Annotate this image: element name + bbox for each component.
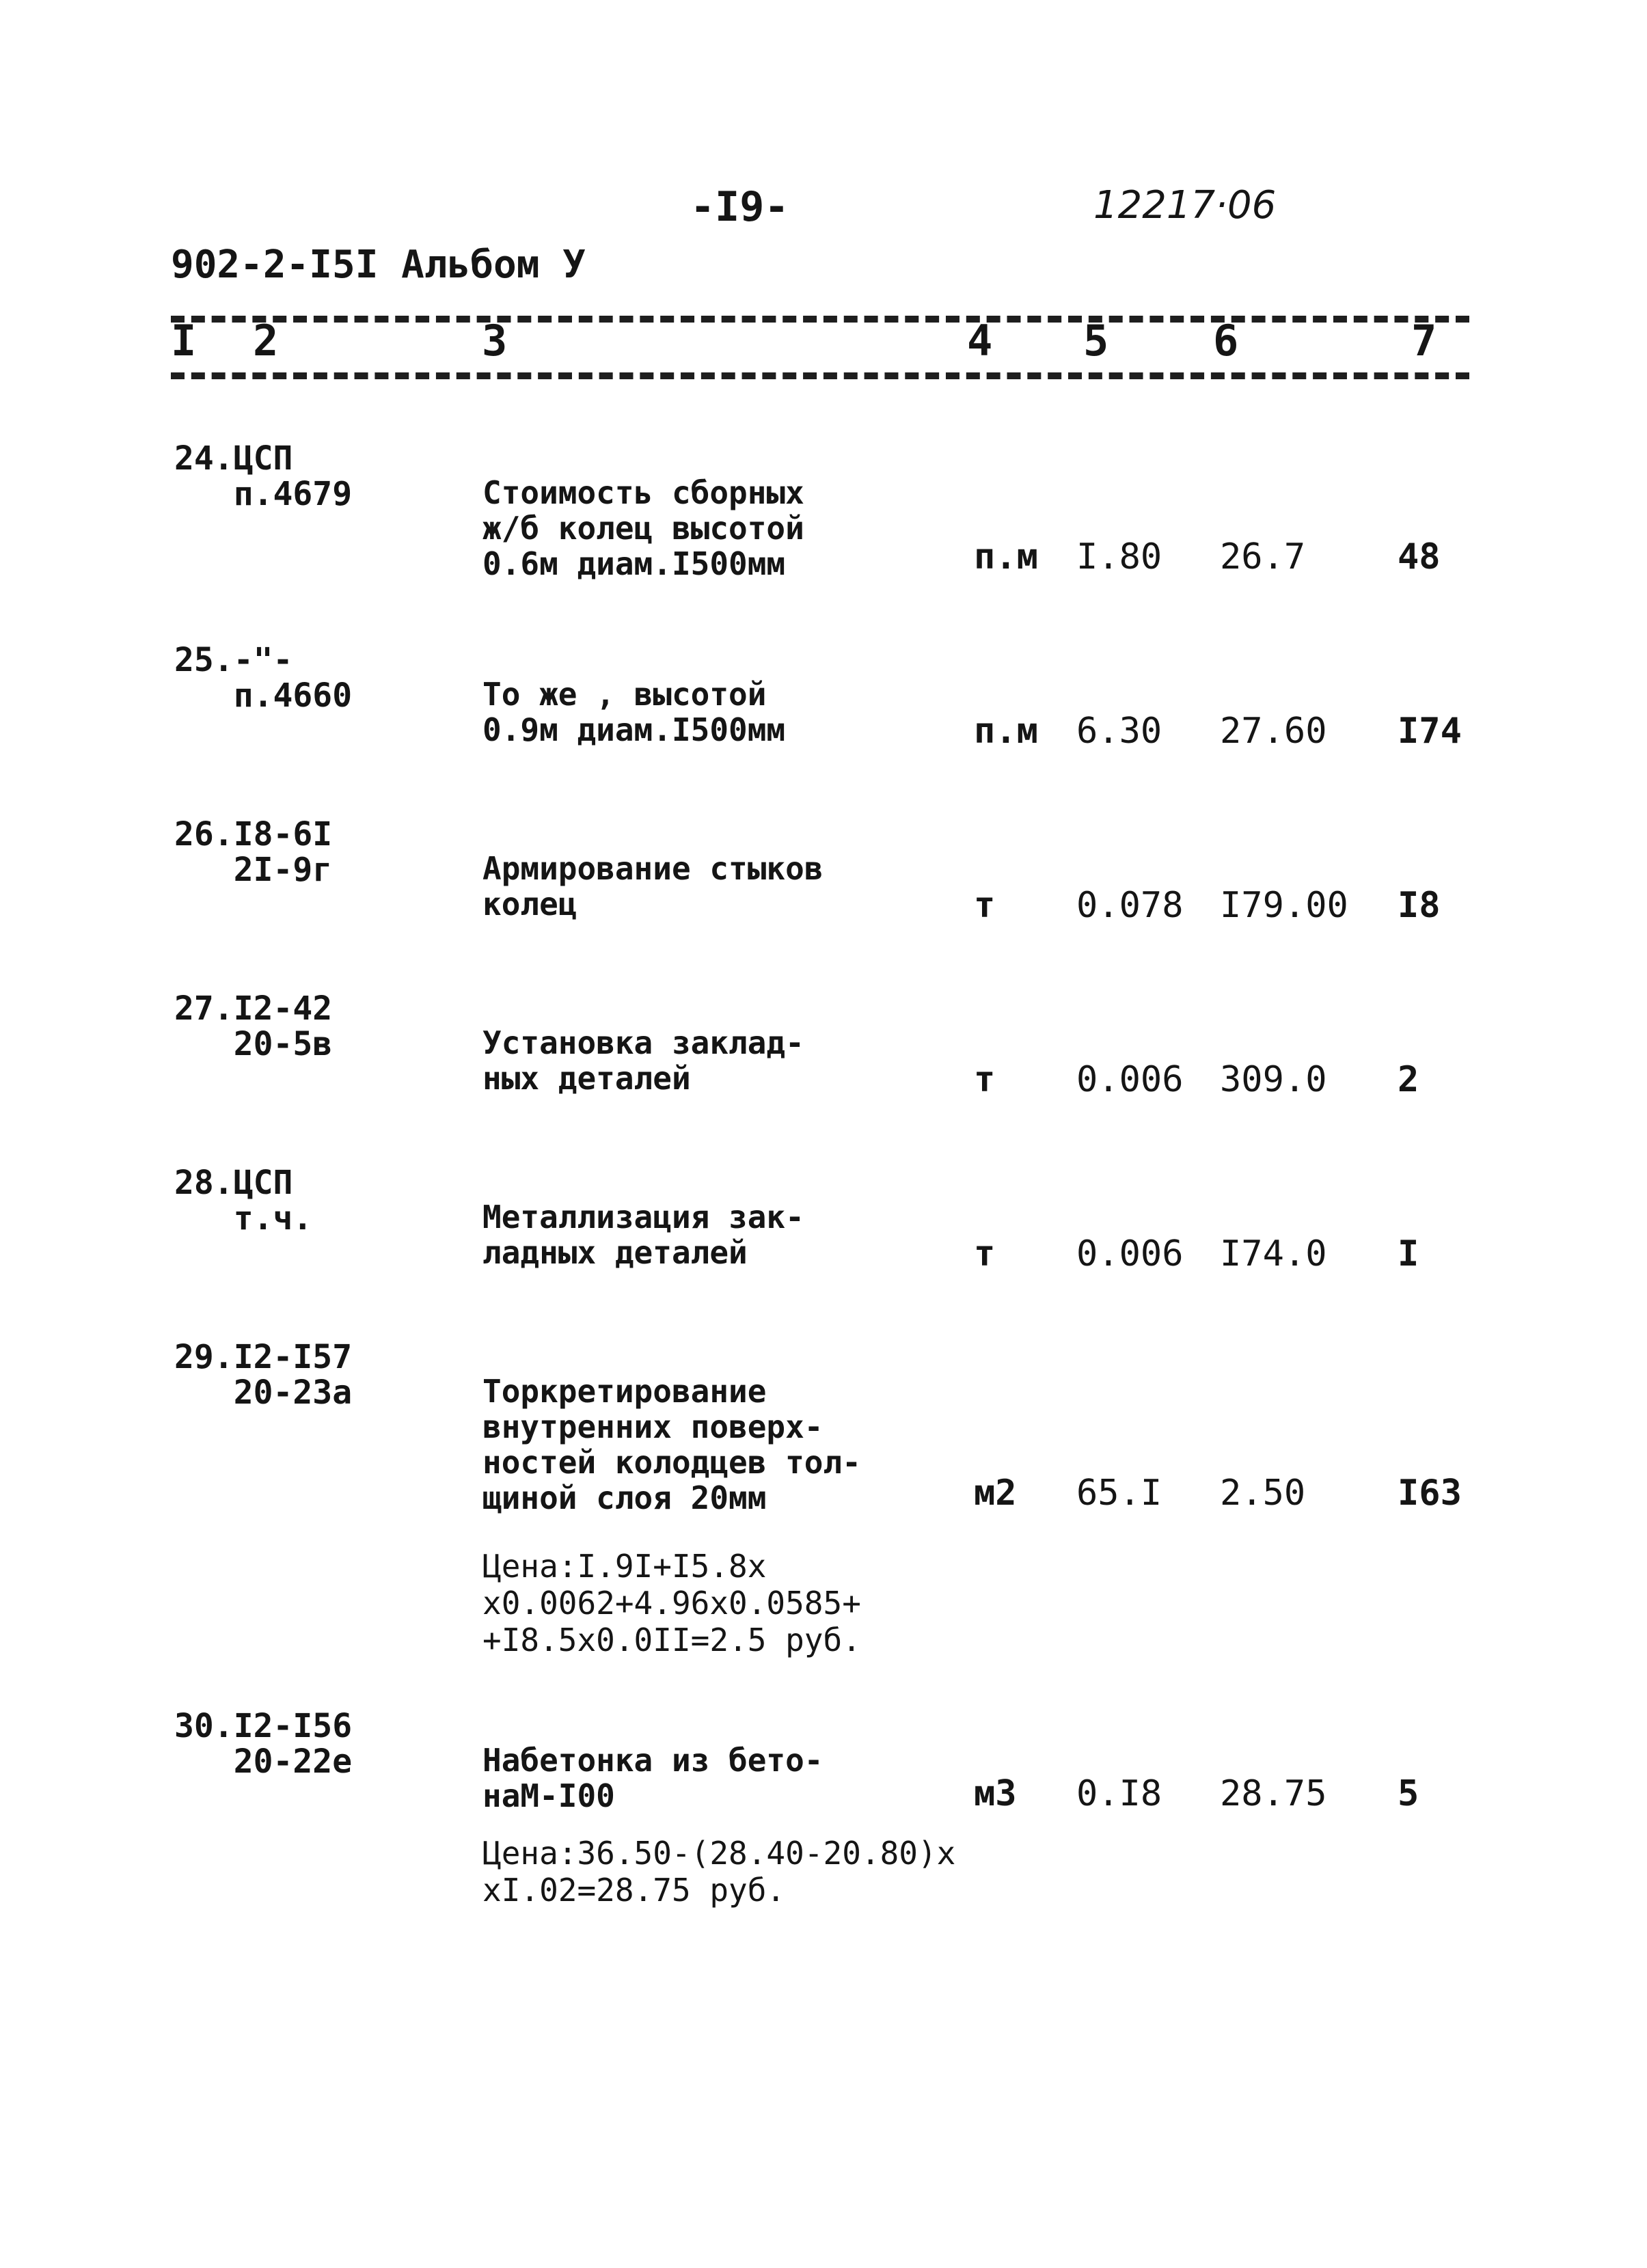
row-price-note: Цена:I.9I+I5.8х х0.0062+4.96х0.0585+ +I8.5х0.0II=2.5 руб. [482, 1548, 861, 1658]
row-code: 25.-"- п.4660 [174, 641, 353, 715]
row-price: 28.75 [1220, 1773, 1327, 1814]
row-unit: п.м [974, 536, 1038, 577]
header-separator-top [171, 316, 1469, 323]
row-price: 309.0 [1220, 1059, 1327, 1100]
row-price: 26.7 [1220, 536, 1306, 577]
row-unit: м3 [974, 1773, 1017, 1814]
row-description: Установка заклад- ных деталей [482, 1024, 804, 1097]
header-separator-bottom [171, 372, 1469, 379]
document-code: 902-2-I5I Альбом У [171, 243, 586, 287]
column-number-1: I [171, 316, 197, 366]
row-description: Торкретирование внутренних поверх- ностей колодцев тол- щиной слоя 20мм [482, 1373, 861, 1516]
row-total: 5 [1398, 1773, 1419, 1814]
row-total: I [1398, 1233, 1419, 1274]
row-quantity: I.80 [1076, 536, 1162, 577]
row-description: Металлизация зак- ладных деталей [482, 1199, 804, 1271]
column-number-6: 6 [1213, 316, 1239, 366]
row-description: Армирование стыков колец [482, 850, 824, 923]
row-code: 30.I2-I56 20-22е [174, 1707, 353, 1781]
column-number-7: 7 [1411, 316, 1437, 366]
row-price-note: Цена:36.50-(28.40-20.80)х хI.02=28.75 руб. [482, 1835, 956, 1909]
row-price: 2.50 [1220, 1473, 1306, 1514]
row-description: То же , высотой 0.9м диам.I500мм [482, 676, 786, 748]
column-number-5: 5 [1083, 316, 1109, 366]
row-code: 24.ЦСП п.4679 [174, 439, 353, 513]
row-price: I79.00 [1220, 885, 1348, 926]
row-price: I74.0 [1220, 1233, 1327, 1274]
row-code: 29.I2-I57 20-23а [174, 1338, 353, 1412]
row-total: 2 [1398, 1059, 1419, 1100]
row-code: 27.I2-42 20-5в [174, 989, 333, 1063]
column-number-4: 4 [967, 316, 993, 366]
row-total: I8 [1398, 885, 1441, 926]
row-description: Набетонка из бето- наМ-I00 [482, 1742, 824, 1814]
row-total: I74 [1398, 711, 1462, 752]
row-quantity: 0.006 [1076, 1233, 1184, 1274]
row-quantity: 0.I8 [1076, 1773, 1162, 1814]
row-unit: т [974, 1059, 996, 1100]
row-unit: м2 [974, 1473, 1017, 1514]
row-total: I63 [1398, 1473, 1462, 1514]
row-unit: т [974, 1233, 996, 1274]
column-number-3: 3 [482, 316, 508, 366]
document-number: 12217·06 [1093, 183, 1277, 228]
row-unit: п.м [974, 711, 1038, 752]
row-unit: т [974, 885, 996, 926]
page-number: -I9- [690, 183, 789, 231]
row-code: 28.ЦСП т.ч. [174, 1164, 313, 1238]
row-quantity: 0.078 [1076, 885, 1184, 926]
row-quantity: 0.006 [1076, 1059, 1184, 1100]
row-price: 27.60 [1220, 711, 1327, 752]
column-number-2: 2 [253, 316, 279, 366]
row-quantity: 65.I [1076, 1473, 1162, 1514]
row-code: 26.I8-6I 2I-9г [174, 815, 333, 889]
row-total: 48 [1398, 536, 1441, 577]
row-quantity: 6.30 [1076, 711, 1162, 752]
row-description: Стоимость сборных ж/б колец высотой 0.6м диам.I500мм [482, 474, 804, 582]
